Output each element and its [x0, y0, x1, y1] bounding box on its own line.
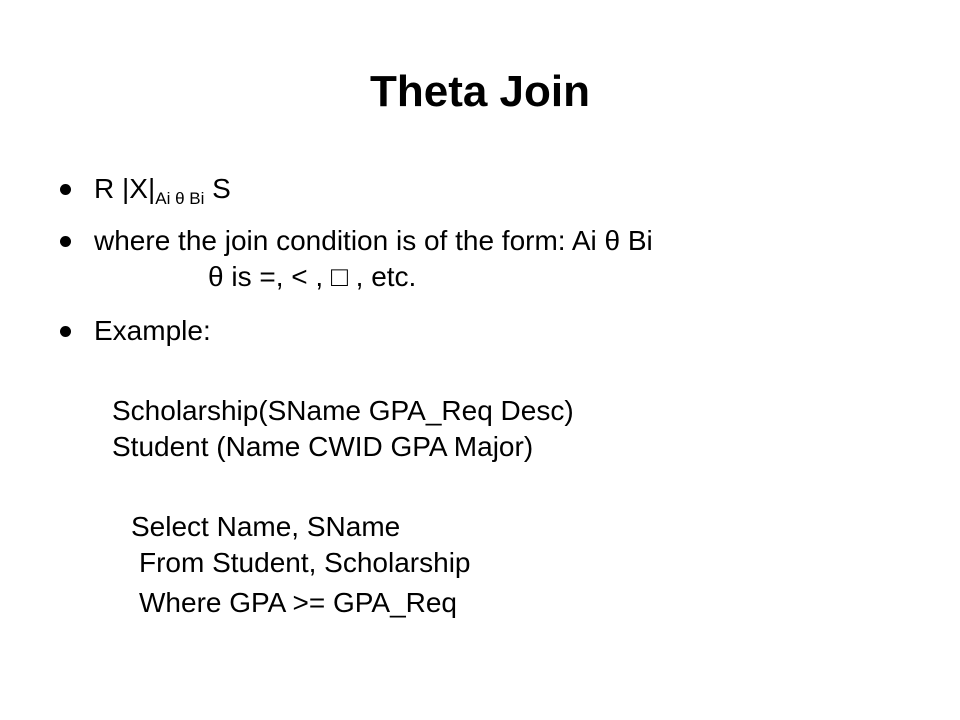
- query-where: Where GPA >= GPA_Req: [139, 587, 458, 618]
- formula-text: [94, 172, 231, 216]
- bullet-dot: [60, 326, 71, 337]
- bullet-dot: [60, 184, 71, 195]
- bullet-dot: [60, 236, 71, 247]
- schema-scholarship: Scholarship(SName GPA_Req Desc): [112, 395, 574, 426]
- query-from: From Student, Scholarship: [139, 547, 471, 578]
- query-select: Select Name, SName: [131, 511, 401, 542]
- formula-left: R |X|: [94, 173, 156, 204]
- condition-line1: where the join condition is of the form: Ai θ Bi: [94, 225, 653, 256]
- condition-line2: θ is =, < , □ , etc.: [208, 261, 417, 292]
- example-label: Example:: [94, 315, 211, 346]
- formula-right: S: [204, 173, 231, 204]
- formula-subscript: Ai θ Bi: [155, 189, 205, 208]
- slide-title: Theta Join: [369, 67, 591, 116]
- schema-student: Student (Name CWID GPA Major): [112, 431, 534, 462]
